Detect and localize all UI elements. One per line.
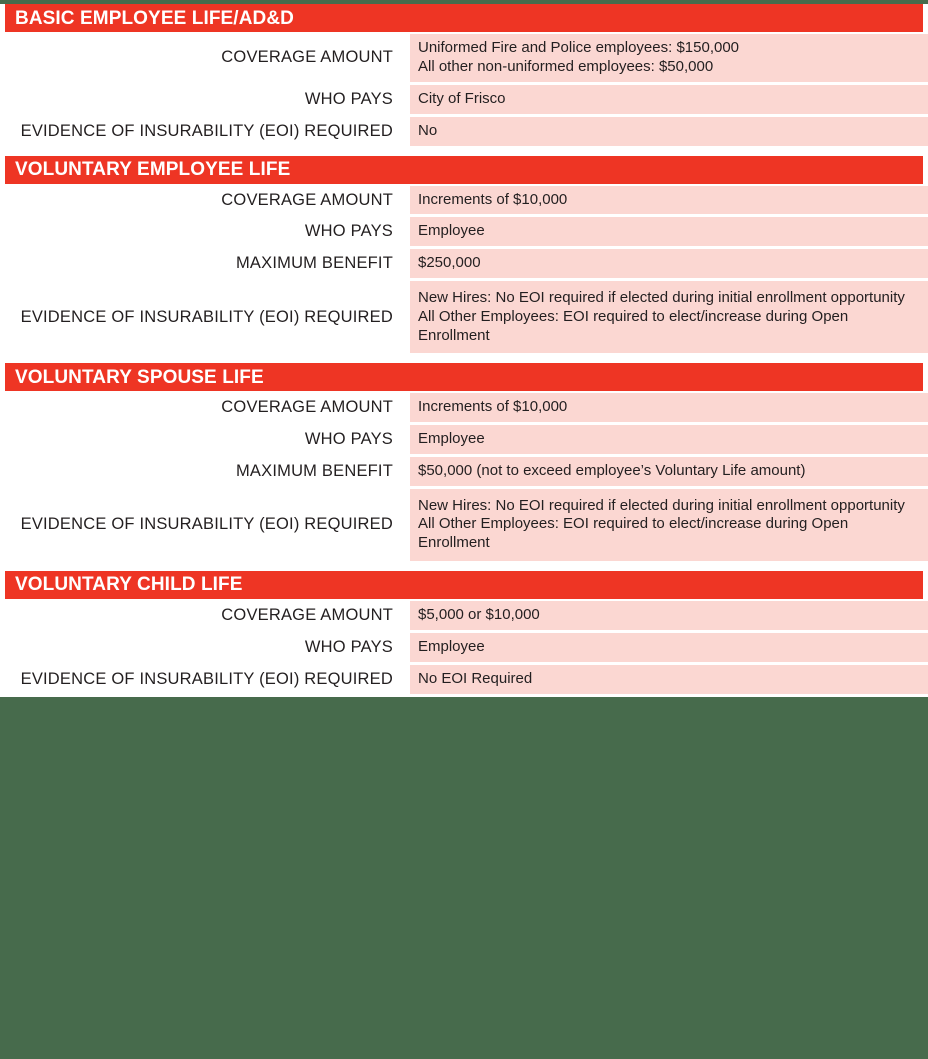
- table-row: [0, 249, 928, 278]
- table-row: [0, 34, 928, 82]
- section-gap: [0, 149, 928, 156]
- row-value-cell: [410, 217, 928, 246]
- benefit-section: [0, 571, 928, 694]
- row-label-text: WHO PAYS: [304, 637, 393, 656]
- row-value-cell: [410, 281, 928, 353]
- table-row: [0, 633, 928, 662]
- row-label-text: COVERAGE AMOUNT: [221, 398, 393, 417]
- table-row: [0, 425, 928, 454]
- table-row: [0, 281, 928, 353]
- section-title: VOLUNTARY EMPLOYEE LIFE: [15, 159, 291, 181]
- section-header-bar: [5, 363, 923, 391]
- row-value-line: Increments of $10,000: [418, 190, 568, 208]
- row-label-cell: [0, 117, 410, 146]
- benefits-table-stack: [0, 4, 928, 697]
- row-value-line: All Other Employees: EOI required to elect/increase during Open Enrollment: [418, 307, 849, 344]
- section-title: VOLUNTARY CHILD LIFE: [15, 574, 243, 596]
- row-label-text: EVIDENCE OF INSURABILITY (EOI) REQUIRED: [20, 515, 393, 534]
- row-label-cell: [0, 249, 410, 278]
- row-value-line: New Hires: No EOI required if elected during initial enrollment opportunity: [418, 288, 905, 306]
- benefit-section: [0, 156, 928, 354]
- table-row: [0, 186, 928, 215]
- table-row: [0, 457, 928, 486]
- table-row: [0, 393, 928, 422]
- row-label-text: MAXIMUM BENEFIT: [235, 254, 393, 273]
- row-value-cell: [410, 186, 928, 215]
- row-label-cell: [0, 186, 410, 215]
- row-value-cell: [410, 665, 928, 694]
- row-label-text: WHO PAYS: [304, 222, 393, 241]
- row-value-cell: [410, 34, 928, 82]
- row-label-text: EVIDENCE OF INSURABILITY (EOI) REQUIRED: [20, 121, 393, 140]
- row-label-cell: [0, 425, 410, 454]
- section-header-bar: [5, 4, 923, 32]
- row-value-line: $50,000 (not to exceed employee’s Voluntary Life amount): [418, 462, 806, 480]
- table-row: [0, 489, 928, 561]
- table-row: [0, 217, 928, 246]
- row-value-line: $5,000 or $10,000: [418, 605, 540, 623]
- row-value-line: Employee: [418, 430, 485, 448]
- row-value-line: All Other Employees: EOI required to elect/increase during Open Enrollment: [418, 515, 849, 552]
- section-header-bar: [5, 156, 923, 184]
- row-label-text: COVERAGE AMOUNT: [221, 190, 393, 209]
- benefit-section: [0, 4, 928, 146]
- row-label-cell: [0, 665, 410, 694]
- row-label-text: EVIDENCE OF INSURABILITY (EOI) REQUIRED: [20, 669, 393, 688]
- row-label-cell: [0, 489, 410, 561]
- table-row: [0, 665, 928, 694]
- table-row: [0, 117, 928, 146]
- row-value-cell: [410, 457, 928, 486]
- section-gap: [0, 356, 928, 363]
- row-label-cell: [0, 457, 410, 486]
- row-label-cell: [0, 281, 410, 353]
- row-value-cell: [410, 117, 928, 146]
- benefit-section: [0, 363, 928, 561]
- row-label-cell: [0, 393, 410, 422]
- section-header-bar: [5, 571, 923, 599]
- row-value-line: Uniformed Fire and Police employees: $150,000: [418, 39, 740, 56]
- row-value-line: All other non-uniformed employees: $50,000: [418, 57, 714, 75]
- row-value-cell: [410, 393, 928, 422]
- row-label-cell: [0, 34, 410, 82]
- row-value-line: Increments of $10,000: [418, 398, 568, 416]
- row-value-cell: [410, 85, 928, 114]
- row-label-text: MAXIMUM BENEFIT: [235, 461, 393, 480]
- row-value-cell: [410, 633, 928, 662]
- row-label-text: COVERAGE AMOUNT: [221, 48, 393, 67]
- row-label-text: COVERAGE AMOUNT: [221, 605, 393, 624]
- row-value-line: Employee: [418, 222, 485, 240]
- row-value-line: City of Frisco: [418, 89, 506, 107]
- table-row: [0, 85, 928, 114]
- row-label-cell: [0, 601, 410, 630]
- row-value-cell: [410, 601, 928, 630]
- table-row: [0, 601, 928, 630]
- row-label-text: EVIDENCE OF INSURABILITY (EOI) REQUIRED: [20, 307, 393, 326]
- row-value-line: $250,000: [418, 254, 481, 272]
- row-value-cell: [410, 249, 928, 278]
- row-value-line: Employee: [418, 637, 485, 655]
- section-title: BASIC EMPLOYEE LIFE/AD&D: [15, 7, 294, 29]
- row-label-cell: [0, 85, 410, 114]
- row-value-line: No EOI Required: [418, 669, 533, 687]
- row-value-line: New Hires: No EOI required if elected during initial enrollment opportunity: [418, 496, 905, 514]
- row-value-cell: [410, 489, 928, 561]
- row-value-cell: [410, 425, 928, 454]
- row-label-text: WHO PAYS: [304, 89, 393, 108]
- section-title: VOLUNTARY SPOUSE LIFE: [15, 366, 264, 388]
- row-label-text: WHO PAYS: [304, 430, 393, 449]
- row-value-line: No: [418, 121, 438, 139]
- section-gap: [0, 564, 928, 571]
- row-label-cell: [0, 633, 410, 662]
- footer-green-panel: [0, 697, 928, 1059]
- row-label-cell: [0, 217, 410, 246]
